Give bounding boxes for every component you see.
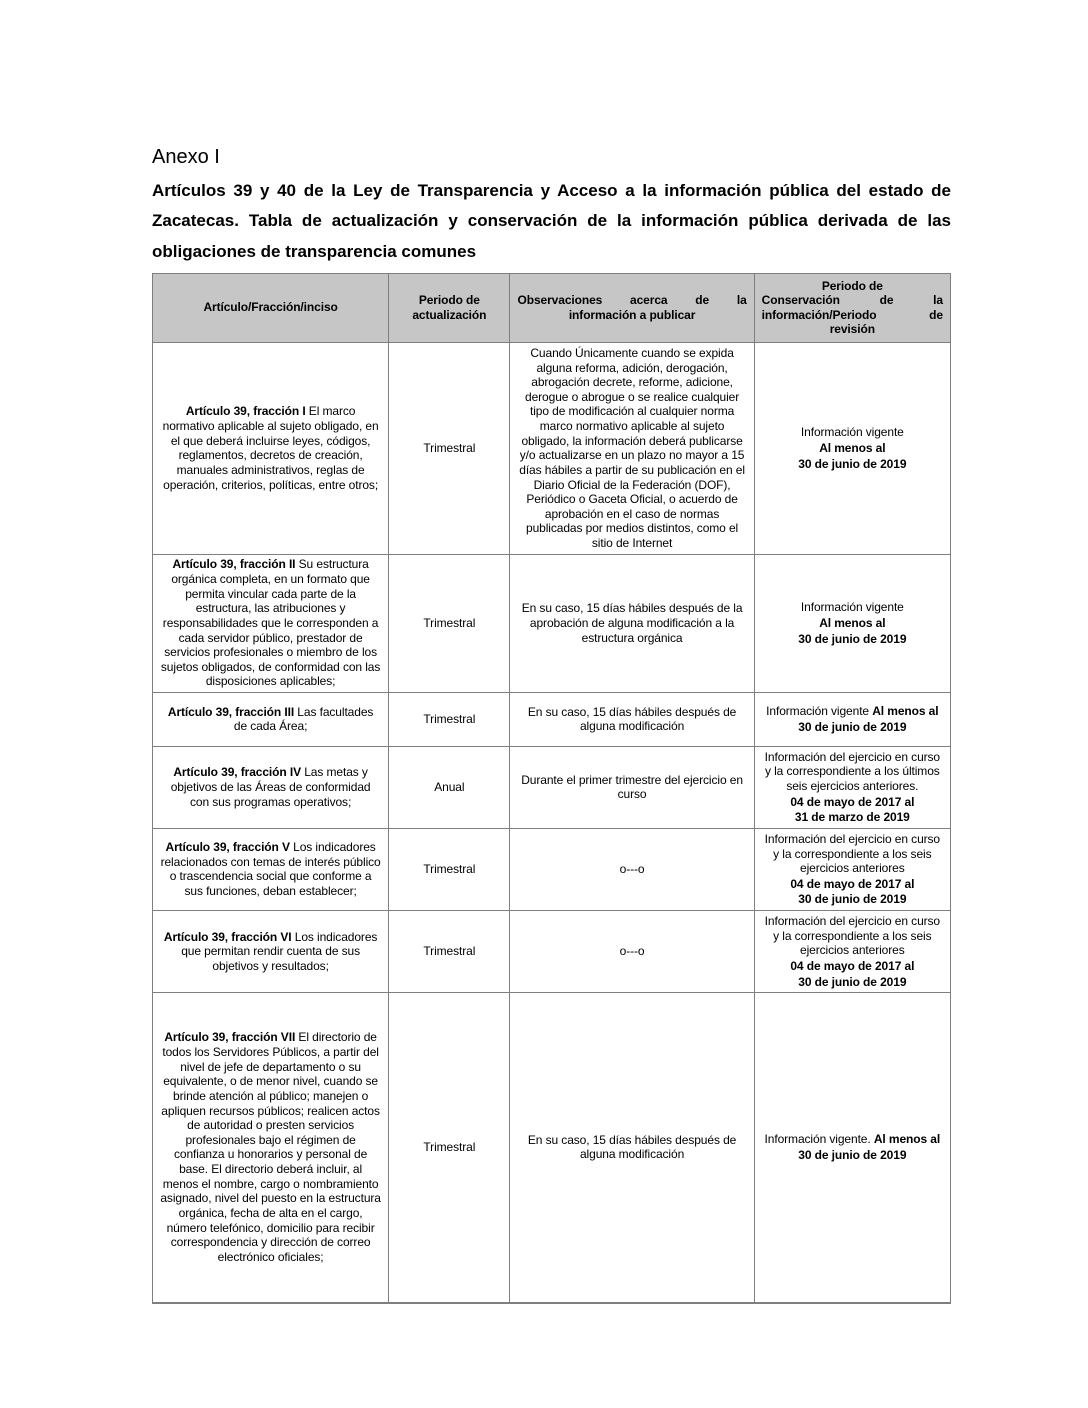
articulo-cell [153, 911, 389, 993]
table-row [153, 554, 951, 692]
conservacion-line [762, 632, 943, 647]
conservacion-segment: 31 de marzo de 2019 [794, 810, 910, 825]
conservacion-segment: Información del ejercicio en curso y la correspondiente a los seis ejercicios anteriores [764, 914, 941, 958]
articulo-lead: Artículo 39, fracción I [185, 404, 306, 419]
conservacion-line [762, 720, 943, 735]
conservacion-segment: Información vigente [766, 704, 873, 719]
periodo-cell: Anual [389, 746, 510, 828]
conservacion-segment: Al menos al [819, 615, 886, 630]
periodo-cell: Trimestral [389, 993, 510, 1303]
column-header-periodo-actualizacion [389, 273, 510, 342]
articulo-text: El directorio de todos los Servidores Públicos, a partir del nivel de jefe de departamento o su equivalente, o de menor nivel, cuando se brinde atención al público; manejen o apliquen recursos públicos; realicen actos de autoridad o presten servicios profesionales bajo el régimen de confianza u honorarios y personal de base. El directorio deberá incluir, al menos el nombre, cargo o nombramiento asignado, nivel del puesto en la estructura orgánica, fecha de alta en el cargo, número telefónico, domicilio para recibir correspondencia y dirección de correo electrónico oficiales; [160, 1030, 381, 1264]
table-row [153, 993, 951, 1303]
conservacion-segment: Información del ejercicio en curso y la correspondiente a los seis ejercicios anteriores [764, 831, 941, 876]
column-header-articulo [153, 273, 389, 342]
table-row [153, 828, 951, 910]
articulo-lead: Artículo 39, fracción VII [164, 1030, 296, 1045]
conservacion-cell [754, 746, 950, 828]
articulo-cell [153, 554, 389, 692]
observaciones-cell: o---o [510, 911, 754, 993]
conservacion-cell [754, 692, 950, 746]
conservacion-line [762, 810, 943, 825]
conservacion-line [762, 457, 943, 472]
observaciones-cell: o---o [510, 828, 754, 910]
conservacion-line [762, 704, 943, 719]
column-header-observaciones [510, 273, 754, 342]
column-header-line: información/Periodo de [761, 307, 943, 322]
conservacion-segment: 30 de junio de 2019 [798, 892, 907, 907]
articulo-cell [153, 828, 389, 910]
periodo-cell: Trimestral [389, 342, 510, 554]
column-header-line: Periodo de [418, 293, 480, 308]
articulo-cell [153, 746, 389, 828]
conservacion-line [762, 832, 943, 876]
conservacion-segment: Al menos al [819, 440, 886, 455]
column-header-line: información a publicar [568, 307, 696, 322]
conservacion-line [762, 425, 943, 440]
conservacion-line [762, 616, 943, 631]
column-header-line: Conservación de la [761, 293, 943, 308]
anexo-heading: Anexo I [152, 146, 220, 168]
conservacion-line [762, 877, 943, 892]
conservacion-line [762, 600, 943, 615]
conservacion-line [762, 975, 943, 990]
periodo-cell: Trimestral [389, 911, 510, 993]
conservacion-segment: 30 de junio de 2019 [798, 719, 907, 734]
conservacion-segment: Al menos al [872, 704, 939, 719]
column-header-line: actualización [412, 307, 487, 322]
conservacion-segment: Información del ejercicio en curso y la correspondiente a los últimos seis ejercicios anteriores. [764, 749, 941, 793]
articulo-cell [153, 692, 389, 746]
conservacion-line [762, 1132, 943, 1147]
document-body [152, 144, 951, 1304]
observaciones-cell: Cuando Únicamente cuando se expida alguna reforma, adición, derogación, abrogación decrete, reforme, adicione, derogue o abrogue o se realice cualquier tipo de modificación al cualquier norma marco normativo aplicable al sujeto obligado, la información deberá publicarse y/o actualizarse en un plazo no mayor a 15 días hábiles a partir de su publicación en el Diario Oficial de la Federación (DOF), Periódico o Gaceta Oficial, o acuerdo de aprobación en el caso de normas publicadas por medios distintos, como el sitio de Internet [510, 342, 754, 554]
periodo-cell: Trimestral [389, 692, 510, 746]
conservacion-line [762, 959, 943, 974]
conservacion-cell [754, 554, 950, 692]
conservacion-segment: 04 de mayo de 2017 al [790, 794, 915, 809]
conservacion-segment: 04 de mayo de 2017 al [790, 958, 915, 973]
conservacion-cell [754, 993, 950, 1303]
conservacion-cell [754, 911, 950, 993]
table-row [153, 911, 951, 993]
articulo-lead: Artículo 39, fracción V [165, 840, 290, 855]
articulo-text: Las metas y objetivos de las Áreas de conformidad con sus programas operativos; [170, 765, 371, 809]
conservacion-line [762, 914, 943, 958]
observaciones-cell: En su caso, 15 días hábiles después de alguna modificación [510, 692, 754, 746]
column-header-periodo-conservacion [754, 273, 950, 342]
articulo-cell [153, 993, 389, 1303]
articulo-text: Los indicadores que permitan rendir cuenta de sus objetivos y resultados; [181, 929, 378, 973]
conservacion-line [762, 795, 943, 810]
conservacion-cell [754, 828, 950, 910]
transparency-table [152, 273, 951, 1304]
conservacion-segment: 30 de junio de 2019 [798, 631, 907, 646]
articulo-text: Las facultades de cada Área; [233, 704, 374, 734]
periodo-cell: Trimestral [389, 554, 510, 692]
articulo-lead: Artículo 39, fracción VI [163, 929, 292, 944]
conservacion-line [762, 892, 943, 907]
column-header-line: Observaciones acerca de la [517, 293, 747, 308]
conservacion-line [762, 750, 943, 794]
observaciones-cell: En su caso, 15 días hábiles después de la aprobación de alguna modificación a la estructura orgánica [510, 554, 754, 692]
table-row [153, 692, 951, 746]
periodo-cell: Trimestral [389, 828, 510, 910]
conservacion-segment: 30 de junio de 2019 [798, 456, 907, 471]
table-header [153, 273, 951, 342]
conservacion-segment: 30 de junio de 2019 [798, 1147, 907, 1162]
table-row [153, 342, 951, 554]
conservacion-segment: 30 de junio de 2019 [798, 974, 907, 989]
conservacion-segment: Información vigente [800, 425, 904, 440]
conservacion-segment: Información vigente [800, 600, 904, 615]
conservacion-line [762, 441, 943, 456]
articulo-text: El marco normativo aplicable al sujeto obligado, en el que deberá incluirse leyes, códigos, reglamentos, decretos de creación, manuales administrativos, reglas de operación, criterios, políticas, entre otros; [162, 404, 379, 492]
column-header-line: Artículo/Fracción/inciso [203, 300, 338, 315]
articulo-cell [153, 342, 389, 554]
conservacion-segment: Información vigente. [764, 1132, 874, 1147]
articulo-lead: Artículo 39, fracción III [167, 704, 295, 719]
table-row [153, 746, 951, 828]
table-header-row [153, 273, 951, 342]
conservacion-cell [754, 342, 950, 554]
articulo-lead: Artículo 39, fracción II [172, 557, 296, 572]
articulo-text: Los indicadores relacionados con temas de interés público o trascendencia social que conforme a sus funciones, deban establecer; [160, 840, 381, 899]
articulo-lead: Artículo 39, fracción IV [173, 765, 301, 780]
observaciones-cell: En su caso, 15 días hábiles después de alguna modificación [510, 993, 754, 1303]
observaciones-cell: Durante el primer trimestre del ejercicio en curso [510, 746, 754, 828]
table-body [153, 342, 951, 1302]
articulo-text: Su estructura orgánica completa, en un formato que permita vincular cada parte de la estructura, las atribuciones y responsabilidades que le corresponden a cada servidor público, prestador de servicios profesionales o miembro de los sujetos obligados, de conformidad con las disposiciones aplicables; [160, 557, 381, 689]
conservacion-segment: 04 de mayo de 2017 al [790, 876, 915, 891]
column-header-line: Periodo de [821, 278, 883, 293]
document-title: Artículos 39 y 40 de la Ley de Transparencia y Acceso a la información pública del estado de Zacatecas. Tabla de actualización y conservación de la información pública derivada de las obligaciones de transparencia comunes [152, 181, 951, 261]
conservacion-line [762, 1148, 943, 1163]
conservacion-segment: Al menos al [873, 1132, 941, 1147]
column-header-line: revisión [829, 322, 875, 337]
